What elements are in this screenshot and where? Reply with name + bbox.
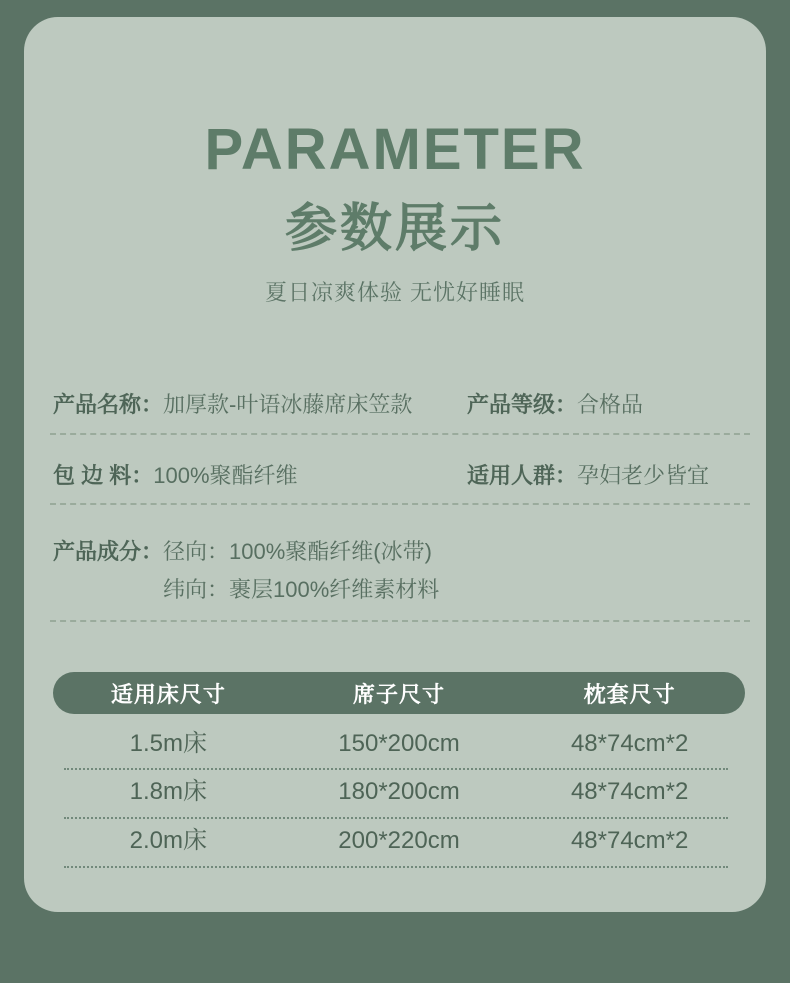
- composition-lines: [163, 533, 439, 609]
- size-cell-bed: 1.5m床: [129, 730, 207, 757]
- size-cell-mat: 180*200cm: [338, 778, 460, 805]
- parameter-card: [24, 17, 766, 912]
- size-table-row: [53, 824, 745, 858]
- dotted-divider: [64, 768, 728, 770]
- spec-value-edging-material: 100%聚酯纤维: [153, 463, 298, 488]
- spec-value-product-name: 加厚款-叶语冰藤席床笠款: [163, 392, 413, 417]
- size-cell-pillowcase: 48*74cm*2: [570, 778, 689, 805]
- size-table-row: [53, 775, 745, 809]
- composition-weft-line: 纬向：裹层100%纤维素材料: [163, 577, 440, 602]
- spec-label-product-name: 产品名称：: [53, 392, 164, 417]
- size-cell-pillowcase: 48*74cm*2: [570, 827, 689, 854]
- size-cell-mat: 200*220cm: [338, 827, 460, 854]
- size-table-header-bed: 适用床尺寸: [110, 681, 226, 707]
- section-title-english: PARAMETER: [204, 117, 586, 182]
- section-subtitle: 夏日凉爽体验 无忧好睡眠: [264, 280, 526, 305]
- composition-warp-line: 径向：100%聚酯纤维(冰带): [163, 539, 432, 564]
- spec-value-product-grade: 合格品: [577, 392, 644, 417]
- dashed-divider: [50, 433, 750, 435]
- size-cell-mat: 150*200cm: [338, 730, 460, 757]
- size-cell-pillowcase: 48*74cm*2: [570, 730, 689, 757]
- size-table-header-pillowcase: 枕套尺寸: [583, 681, 676, 707]
- dotted-divider: [64, 866, 728, 868]
- spec-row-composition: [53, 533, 753, 609]
- spec-value-suitable-people: 孕妇老少皆宜: [577, 463, 710, 488]
- spec-label-composition: 产品成分：: [53, 539, 164, 564]
- dashed-divider: [50, 503, 750, 505]
- spec-pair-suitable-people: [467, 459, 709, 493]
- size-cell-bed: 2.0m床: [129, 827, 207, 854]
- spec-row-edging-material: [53, 459, 753, 493]
- spec-label-suitable-people: 适用人群：: [467, 463, 578, 488]
- spec-label-product-grade: 产品等级：: [467, 392, 578, 417]
- size-cell-bed: 1.8m床: [129, 778, 207, 805]
- size-table-header: [53, 672, 745, 714]
- size-table-row: [53, 727, 745, 761]
- size-table-header-mat: 席子尺寸: [352, 681, 445, 707]
- dotted-divider: [64, 817, 728, 819]
- spec-row-product-name: [53, 388, 753, 422]
- spec-pair-product-grade: [467, 388, 643, 422]
- section-title-chinese: 参数展示: [284, 200, 505, 258]
- spec-label-edging-material: 包 边 料：: [53, 463, 154, 488]
- dashed-divider: [50, 620, 750, 622]
